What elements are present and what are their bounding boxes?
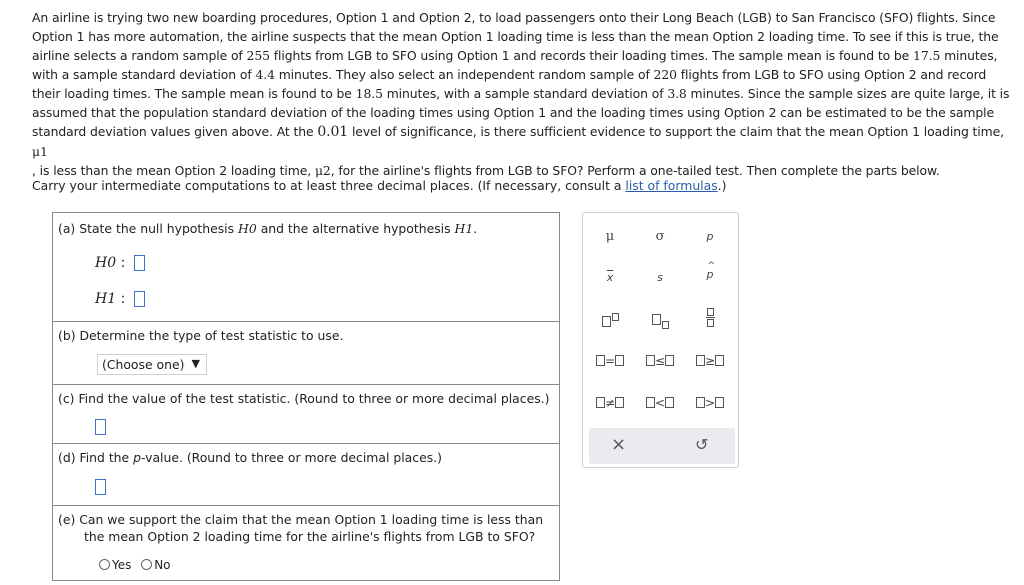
h1-colon: : <box>120 291 126 307</box>
part-c-label: (c) <box>58 391 75 406</box>
mean1-value: 17.5 <box>913 48 941 63</box>
part-e-prompt <box>58 511 543 545</box>
subscript-button[interactable] <box>635 313 685 329</box>
not-equal-button[interactable] <box>585 396 635 410</box>
undo-button[interactable] <box>695 435 708 454</box>
yes-label: Yes <box>112 558 132 572</box>
yes-option[interactable] <box>99 558 131 572</box>
part-b <box>53 322 559 385</box>
h0-label: H0 <box>95 255 117 271</box>
part-c <box>53 385 559 444</box>
part-a <box>53 213 559 322</box>
instructions-end: .) <box>717 178 727 193</box>
yes-radio[interactable] <box>99 559 110 570</box>
xbar-button[interactable] <box>585 271 635 284</box>
equals-icon: = <box>604 354 616 368</box>
part-d <box>53 444 559 506</box>
p-icon: p <box>706 230 714 243</box>
part-e-line2: the mean Option 2 loading time for the airline's flights from LGB to SFO? <box>84 529 536 544</box>
h1-label: H1 <box>95 291 117 307</box>
undo-icon: ↺ <box>695 435 709 454</box>
part-a-text: State the null hypothesis <box>79 221 235 236</box>
yes-no-options <box>99 558 171 572</box>
part-d-text-pre: Find the <box>79 450 134 465</box>
part-e <box>53 506 559 582</box>
chevron-down-icon: ▼ <box>191 357 200 370</box>
phat-icon: ^ p <box>706 261 716 281</box>
subscript-icon <box>652 313 669 327</box>
mu2-symbol: μ2 <box>314 163 331 178</box>
alpha-value: 0.01 <box>317 124 349 140</box>
p-button[interactable] <box>685 230 735 243</box>
palette-actions <box>589 428 735 464</box>
problem-text-1: An airline is trying two new boarding procedures, Option 1 and Option 2, to load passengers onto their Long Beach (LGB) to San Francisco (SFO) flights. Since Option 1 has more automation, the airline suspects that the mean Option 1 loading time is less than the mean Option 2 loading time. To see if this is true, the airline selects a random sample of <box>32 10 999 63</box>
mu1-symbol: μ1 <box>32 144 48 159</box>
part-d-text-post: -value. (Round to three or more decimal places.) <box>140 450 442 465</box>
part-d-prompt <box>58 450 442 465</box>
instructions <box>32 178 726 193</box>
null-hypothesis-input[interactable] <box>134 255 145 271</box>
greater-equal-button[interactable] <box>685 354 735 368</box>
part-a-label: (a) <box>58 221 76 236</box>
h0-inline: H0 <box>238 221 257 236</box>
h1-inline: H1 <box>454 221 474 236</box>
part-e-line1: Can we support the claim that the mean Option 1 loading time is less than <box>79 512 544 527</box>
no-radio[interactable] <box>141 559 152 570</box>
part-c-prompt <box>58 391 549 406</box>
sigma-button[interactable] <box>635 229 685 244</box>
clear-button[interactable] <box>611 434 626 455</box>
xbar-icon: $\overline{x}$ <box>606 271 614 284</box>
phat-letter: p <box>706 268 714 281</box>
problem-text-8: level of significance, is there sufficient evidence to support the claim that the mean Option 1 loading time, <box>348 124 1004 139</box>
problem-text-7: minutes. Since the sample sizes are quite large, it is assumed that the population standard deviation of the loading times using Option 1 and the loading times using Option 2 can be estimated to be the sample standard deviation values given above. At the <box>32 86 1010 139</box>
part-a-and: and the alternative hypothesis <box>260 221 451 236</box>
no-label: No <box>154 558 171 572</box>
problem-statement <box>32 8 1017 180</box>
s-button[interactable] <box>635 271 685 284</box>
mean2-value: 18.5 <box>355 86 383 101</box>
problem-text-5: flights from LGB to SFO using Option 2 and record their loading times. The sample mean is found to be <box>32 67 987 101</box>
alt-hypothesis-input[interactable] <box>134 291 145 307</box>
alt-hypothesis-row <box>95 291 145 307</box>
mu-icon: μ <box>605 229 615 244</box>
problem-text-9: , is less than the mean Option 2 loading time, <box>32 163 315 178</box>
test-statistic-select[interactable] <box>97 354 207 375</box>
equals-button[interactable] <box>585 354 635 368</box>
p-value-input[interactable] <box>95 479 106 495</box>
part-d-p: p <box>133 450 141 465</box>
sd2-value: 3.8 <box>667 86 687 101</box>
formulas-link[interactable]: list of formulas <box>625 178 718 193</box>
sigma-icon: σ <box>655 229 665 244</box>
null-hypothesis-row <box>95 255 145 271</box>
select-value: (Choose one) <box>102 357 185 372</box>
n2-value: 220 <box>653 67 677 82</box>
close-icon: × <box>611 434 627 455</box>
part-c-text: Find the value of the test statistic. (Round to three or more decimal places.) <box>78 391 550 406</box>
greater-than-icon: > <box>704 396 716 410</box>
phat-button[interactable] <box>685 261 735 281</box>
part-a-prompt <box>58 221 477 236</box>
problem-text-2: flights from LGB to SFO using Option 1 and records their loading times. The sample mean is found to be <box>269 48 914 63</box>
greater-equal-icon: ≥ <box>704 354 716 368</box>
not-equal-icon: ≠ <box>604 396 616 410</box>
greater-than-button[interactable] <box>685 396 735 410</box>
h0-colon: : <box>120 255 126 271</box>
symbol-palette <box>582 212 739 468</box>
fraction-button[interactable] <box>685 308 735 330</box>
part-a-dot: . <box>473 221 478 236</box>
fraction-icon <box>706 308 715 327</box>
less-equal-icon: ≤ <box>654 354 666 368</box>
instructions-text: Carry your intermediate computations to at least three decimal places. (If necessary, consult a <box>32 178 626 193</box>
less-than-icon: < <box>654 396 666 410</box>
part-e-label: (e) <box>58 512 76 527</box>
part-d-label: (d) <box>58 450 76 465</box>
test-statistic-input[interactable] <box>95 419 106 435</box>
part-b-prompt <box>58 328 343 343</box>
problem-text-4: minutes. They also select an independent random sample of <box>274 67 654 82</box>
less-than-button[interactable] <box>635 396 685 410</box>
mu-button[interactable] <box>585 229 635 244</box>
s-icon: s <box>657 271 663 284</box>
problem-text-6: minutes, with a sample standard deviation of <box>382 86 668 101</box>
part-b-text: Determine the type of test statistic to use. <box>79 328 344 343</box>
problem-text-10: , for the airline's flights from LGB to SFO? Perform a one-tailed test. Then complete the parts below. <box>330 163 940 178</box>
answer-panel <box>52 212 560 581</box>
sd1-value: 4.4 <box>255 67 275 82</box>
no-option[interactable] <box>141 558 170 572</box>
part-b-label: (b) <box>58 328 76 343</box>
less-equal-button[interactable] <box>635 354 685 368</box>
superscript-icon <box>602 315 619 329</box>
problem-text-3: minutes, with a sample standard deviation of <box>32 48 998 82</box>
superscript-button[interactable] <box>585 313 635 329</box>
n1-value: 255 <box>246 48 270 63</box>
